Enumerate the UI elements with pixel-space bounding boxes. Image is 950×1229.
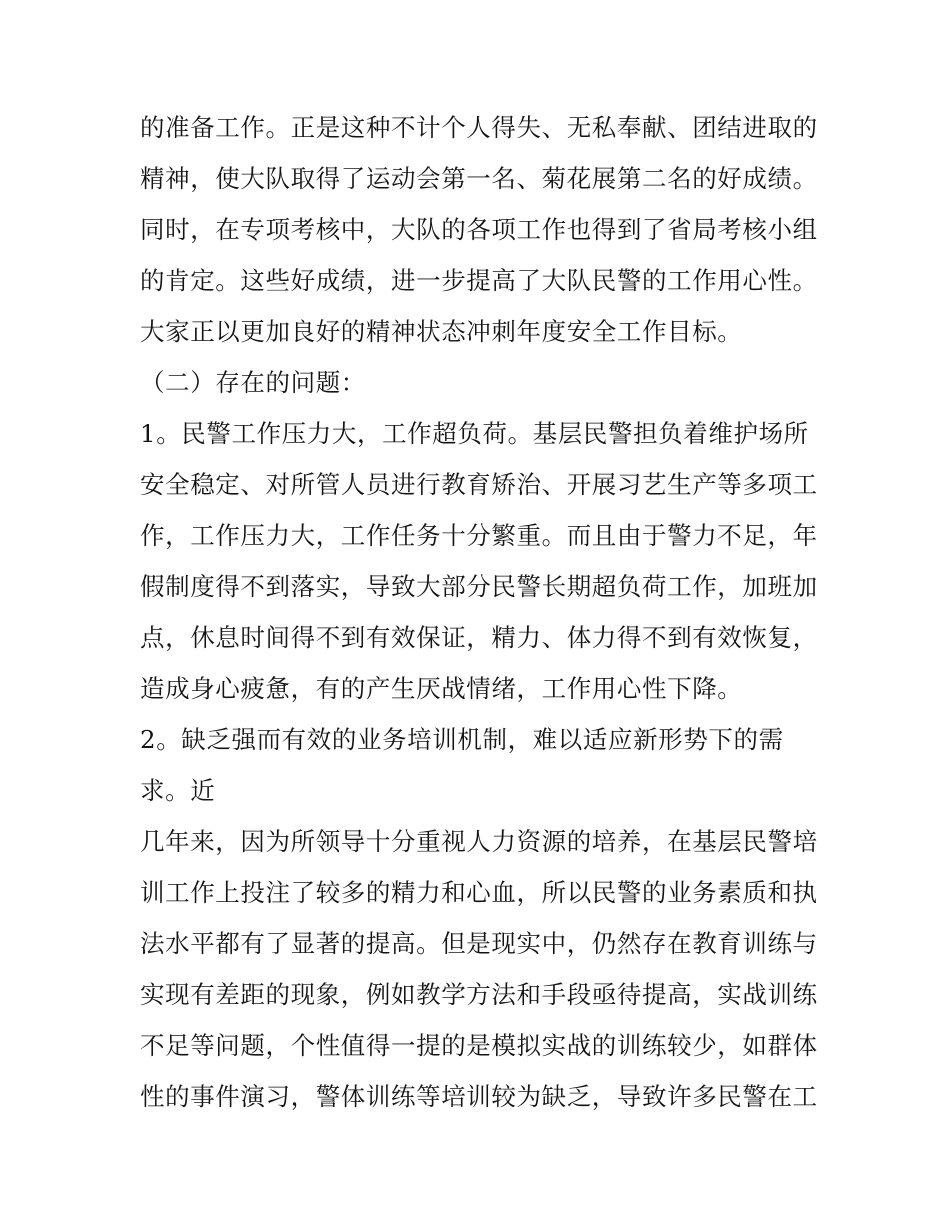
- text-line: 2。缺乏强而有效的业务培训机制，难以适应新形势下的需: [140, 725, 784, 754]
- text-line: 作，工作压力大，工作任务十分繁重。而且由于警力不足，年: [140, 521, 818, 550]
- text-line: 1。民警工作压力大，工作超负荷。基层民警担负着维护场所: [140, 419, 809, 448]
- text-line: 假制度得不到落实，导致大部分民警长期超负荷工作，加班加: [140, 572, 818, 601]
- section-heading: （二）存在的问题：: [140, 368, 366, 397]
- text-line: 造成身心疲惫，有的产生厌战情绪，工作用心性下降。: [140, 674, 743, 703]
- text-line: 的准备工作。正是这种不计个人得失、无私奉献、团结进取的: [140, 113, 818, 142]
- text-line: 的肯定。这些好成绩，进一步提高了大队民警的工作用心性。: [140, 266, 818, 295]
- text-line: 精神，使大队取得了运动会第一名、菊花展第二名的好成绩。: [140, 164, 818, 193]
- text-line: 训工作上投注了较多的精力和心血，所以民警的业务素质和执: [140, 878, 818, 907]
- text-line: 安全稳定、对所管人员进行教育矫治、开展习艺生产等多项工: [140, 470, 818, 499]
- text-line: 求。近: [140, 776, 216, 805]
- text-line: 点，休息时间得不到有效保证，精力、体力得不到有效恢复，: [140, 623, 818, 652]
- text-line: 性的事件演习，警体训练等培训较为缺乏，导致许多民警在工: [140, 1082, 818, 1111]
- text-line: 实现有差距的现象，例如教学方法和手段亟待提高，实战训练: [140, 980, 818, 1009]
- text-line: 几年来，因为所领导十分重视人力资源的培养，在基层民警培: [140, 827, 818, 856]
- text-line: 不足等问题，个性值得一提的是模拟实战的训练较少，如群体: [140, 1031, 818, 1060]
- text-line: 同时，在专项考核中，大队的各项工作也得到了省局考核小组: [140, 215, 818, 244]
- text-line: 大家正以更加良好的精神状态冲刺年度安全工作目标。: [140, 317, 743, 346]
- text-line: 法水平都有了显著的提高。但是现实中，仍然存在教育训练与: [140, 929, 818, 958]
